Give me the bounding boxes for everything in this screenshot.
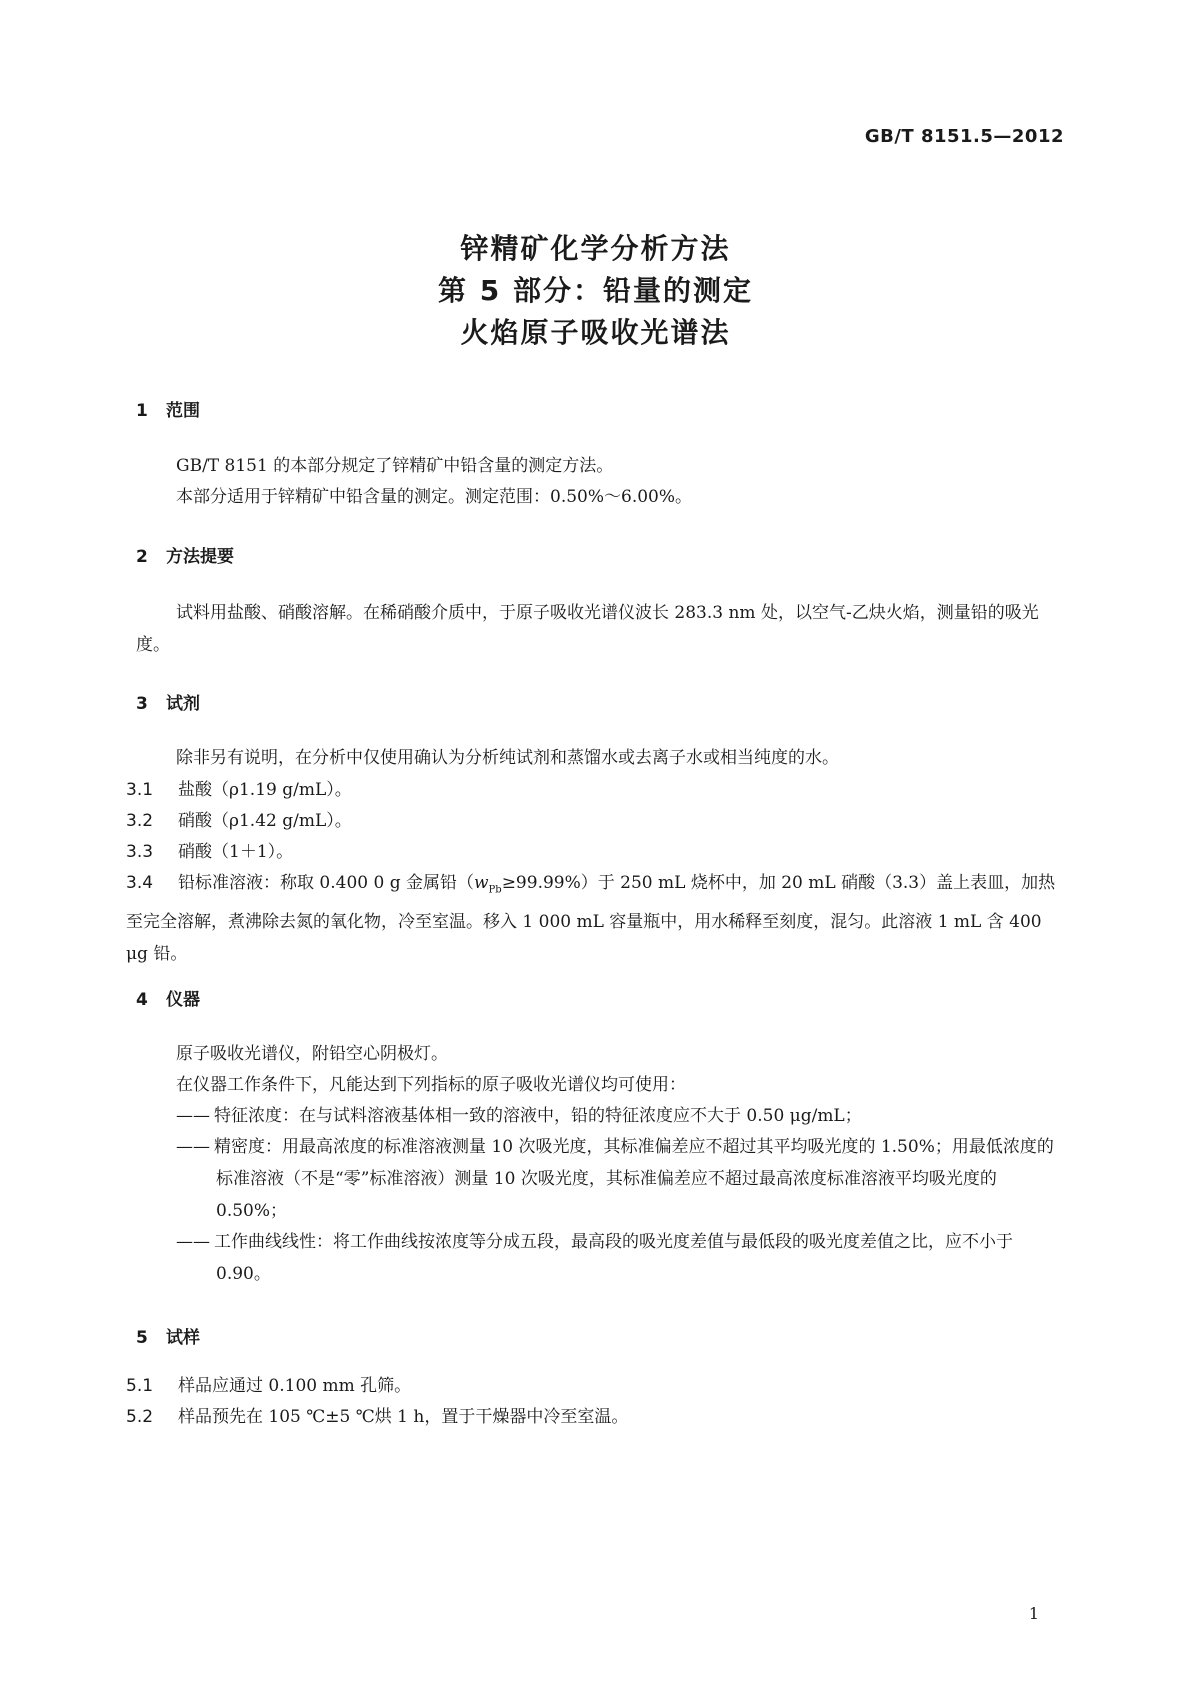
section-3-heading	[136, 689, 200, 714]
clause-text: 样品应通过 0.100 mm 孔筛。	[178, 1376, 412, 1396]
section-number: 3	[136, 694, 148, 714]
dash-marker: ——	[176, 1137, 210, 1157]
title-line-1: 锌精矿化学分析方法	[460, 232, 731, 265]
spec-text: 精密度：用最高浓度的标准溶液测量 10 次吸光度，其标准偏差应不超过其平均吸光度的 1.50%；用最低浓度的标准溶液（不是“零”标准溶液）测量 10 次吸光度，其标准偏差应不超过最高浓度标准溶液平均吸光度的 0.50%；	[214, 1137, 1054, 1221]
spec-item-linearity	[176, 1226, 1056, 1290]
section-title: 试样	[166, 1328, 200, 1348]
spec-text: 工作曲线线性：将工作曲线按浓度等分成五段，最高段的吸光度差值与最低段的吸光度差值之比，应不小于 0.90。	[214, 1232, 1013, 1284]
clause-text-part-1: 铅标准溶液：称取 0.400 0 g 金属铅（	[178, 873, 474, 893]
clause-text: 硝酸（1＋1）。	[178, 842, 294, 862]
mass-fraction-symbol: w	[473, 873, 489, 893]
clause-number: 3.1	[126, 780, 154, 800]
page-number: 1	[1028, 1604, 1039, 1623]
clause-text: 硝酸（ρ1.42 g/mL）。	[178, 811, 352, 831]
section-4-paragraph-2: 在仪器工作条件下，凡能达到下列指标的原子吸收光谱仪均可使用：	[176, 1075, 686, 1095]
section-number: 1	[136, 401, 148, 421]
clause-number: 5.2	[126, 1407, 154, 1427]
section-4-paragraph-1: 原子吸收光谱仪，附铅空心阴极灯。	[176, 1044, 448, 1064]
document-title	[0, 228, 1191, 354]
section-3-intro: 除非另有说明，在分析中仅使用确认为分析纯试剂和蒸馏水或去离子水或相当纯度的水。	[176, 748, 839, 768]
clause-number: 5.1	[126, 1376, 154, 1396]
section-number: 2	[136, 547, 148, 567]
section-5-heading	[136, 1323, 200, 1348]
section-2-heading	[136, 542, 234, 567]
section-2-paragraph-1: 试料用盐酸、硝酸溶解。在稀硝酸介质中，于原子吸收光谱仪波长 283.3 nm 处，以空气-乙炔火焰，测量铅的吸光度。	[136, 603, 1039, 655]
spec-item-characteristic-concentration	[176, 1100, 1056, 1132]
dash-marker: ——	[176, 1106, 210, 1126]
section-title: 仪器	[166, 990, 200, 1010]
clause-text: 盐酸（ρ1.19 g/mL）。	[178, 780, 352, 800]
section-1-paragraph-1: GB/T 8151 的本部分规定了锌精矿中铅含量的测定方法。	[176, 456, 614, 476]
title-line-3: 火焰原子吸收光谱法	[460, 316, 731, 349]
clause-3-4	[126, 867, 1056, 970]
section-1-heading	[136, 396, 200, 421]
clause-number: 3.3	[126, 842, 154, 862]
section-title: 方法提要	[166, 547, 234, 567]
section-title: 范围	[166, 401, 200, 421]
clause-text-part-2: ≥99.99%）于 250 mL 烧杯中，加 20 mL 硝酸（3.3）盖上表皿，加热至完全溶解，煮沸除去氮的氧化物，冷至室温。移入 1 000 mL 容量瓶中，用水稀释至刻度，混匀。此溶液 1 mL 含 400 μg 铅。	[126, 873, 1056, 965]
spec-item-precision	[176, 1131, 1056, 1227]
section-4-heading	[136, 985, 200, 1010]
clause-number: 3.4	[126, 873, 154, 893]
spec-text: 特征浓度：在与试料溶液基体相一致的溶液中，铅的特征浓度应不大于 0.50 μg/mL；	[214, 1106, 862, 1126]
clause-5-1	[126, 1370, 411, 1402]
section-title: 试剂	[166, 694, 200, 714]
clause-5-2	[126, 1401, 628, 1433]
title-line-2: 第 5 部分：铅量的测定	[438, 274, 753, 307]
clause-text: 样品预先在 105 ℃±5 ℃烘 1 h，置于干燥器中冷至室温。	[178, 1407, 629, 1427]
clause-3-1	[126, 774, 352, 806]
clause-3-3	[126, 836, 293, 868]
section-number: 4	[136, 990, 148, 1010]
standard-code: GB/T 8151.5—2012	[864, 126, 1064, 147]
clause-number: 3.2	[126, 811, 154, 831]
section-number: 5	[136, 1328, 148, 1348]
section-1-paragraph-2: 本部分适用于锌精矿中铅含量的测定。测定范围：0.50%～6.00%。	[176, 487, 693, 507]
mass-fraction-subscript: Pb	[488, 884, 502, 896]
dash-marker: ——	[176, 1232, 210, 1252]
clause-3-2	[126, 805, 352, 837]
